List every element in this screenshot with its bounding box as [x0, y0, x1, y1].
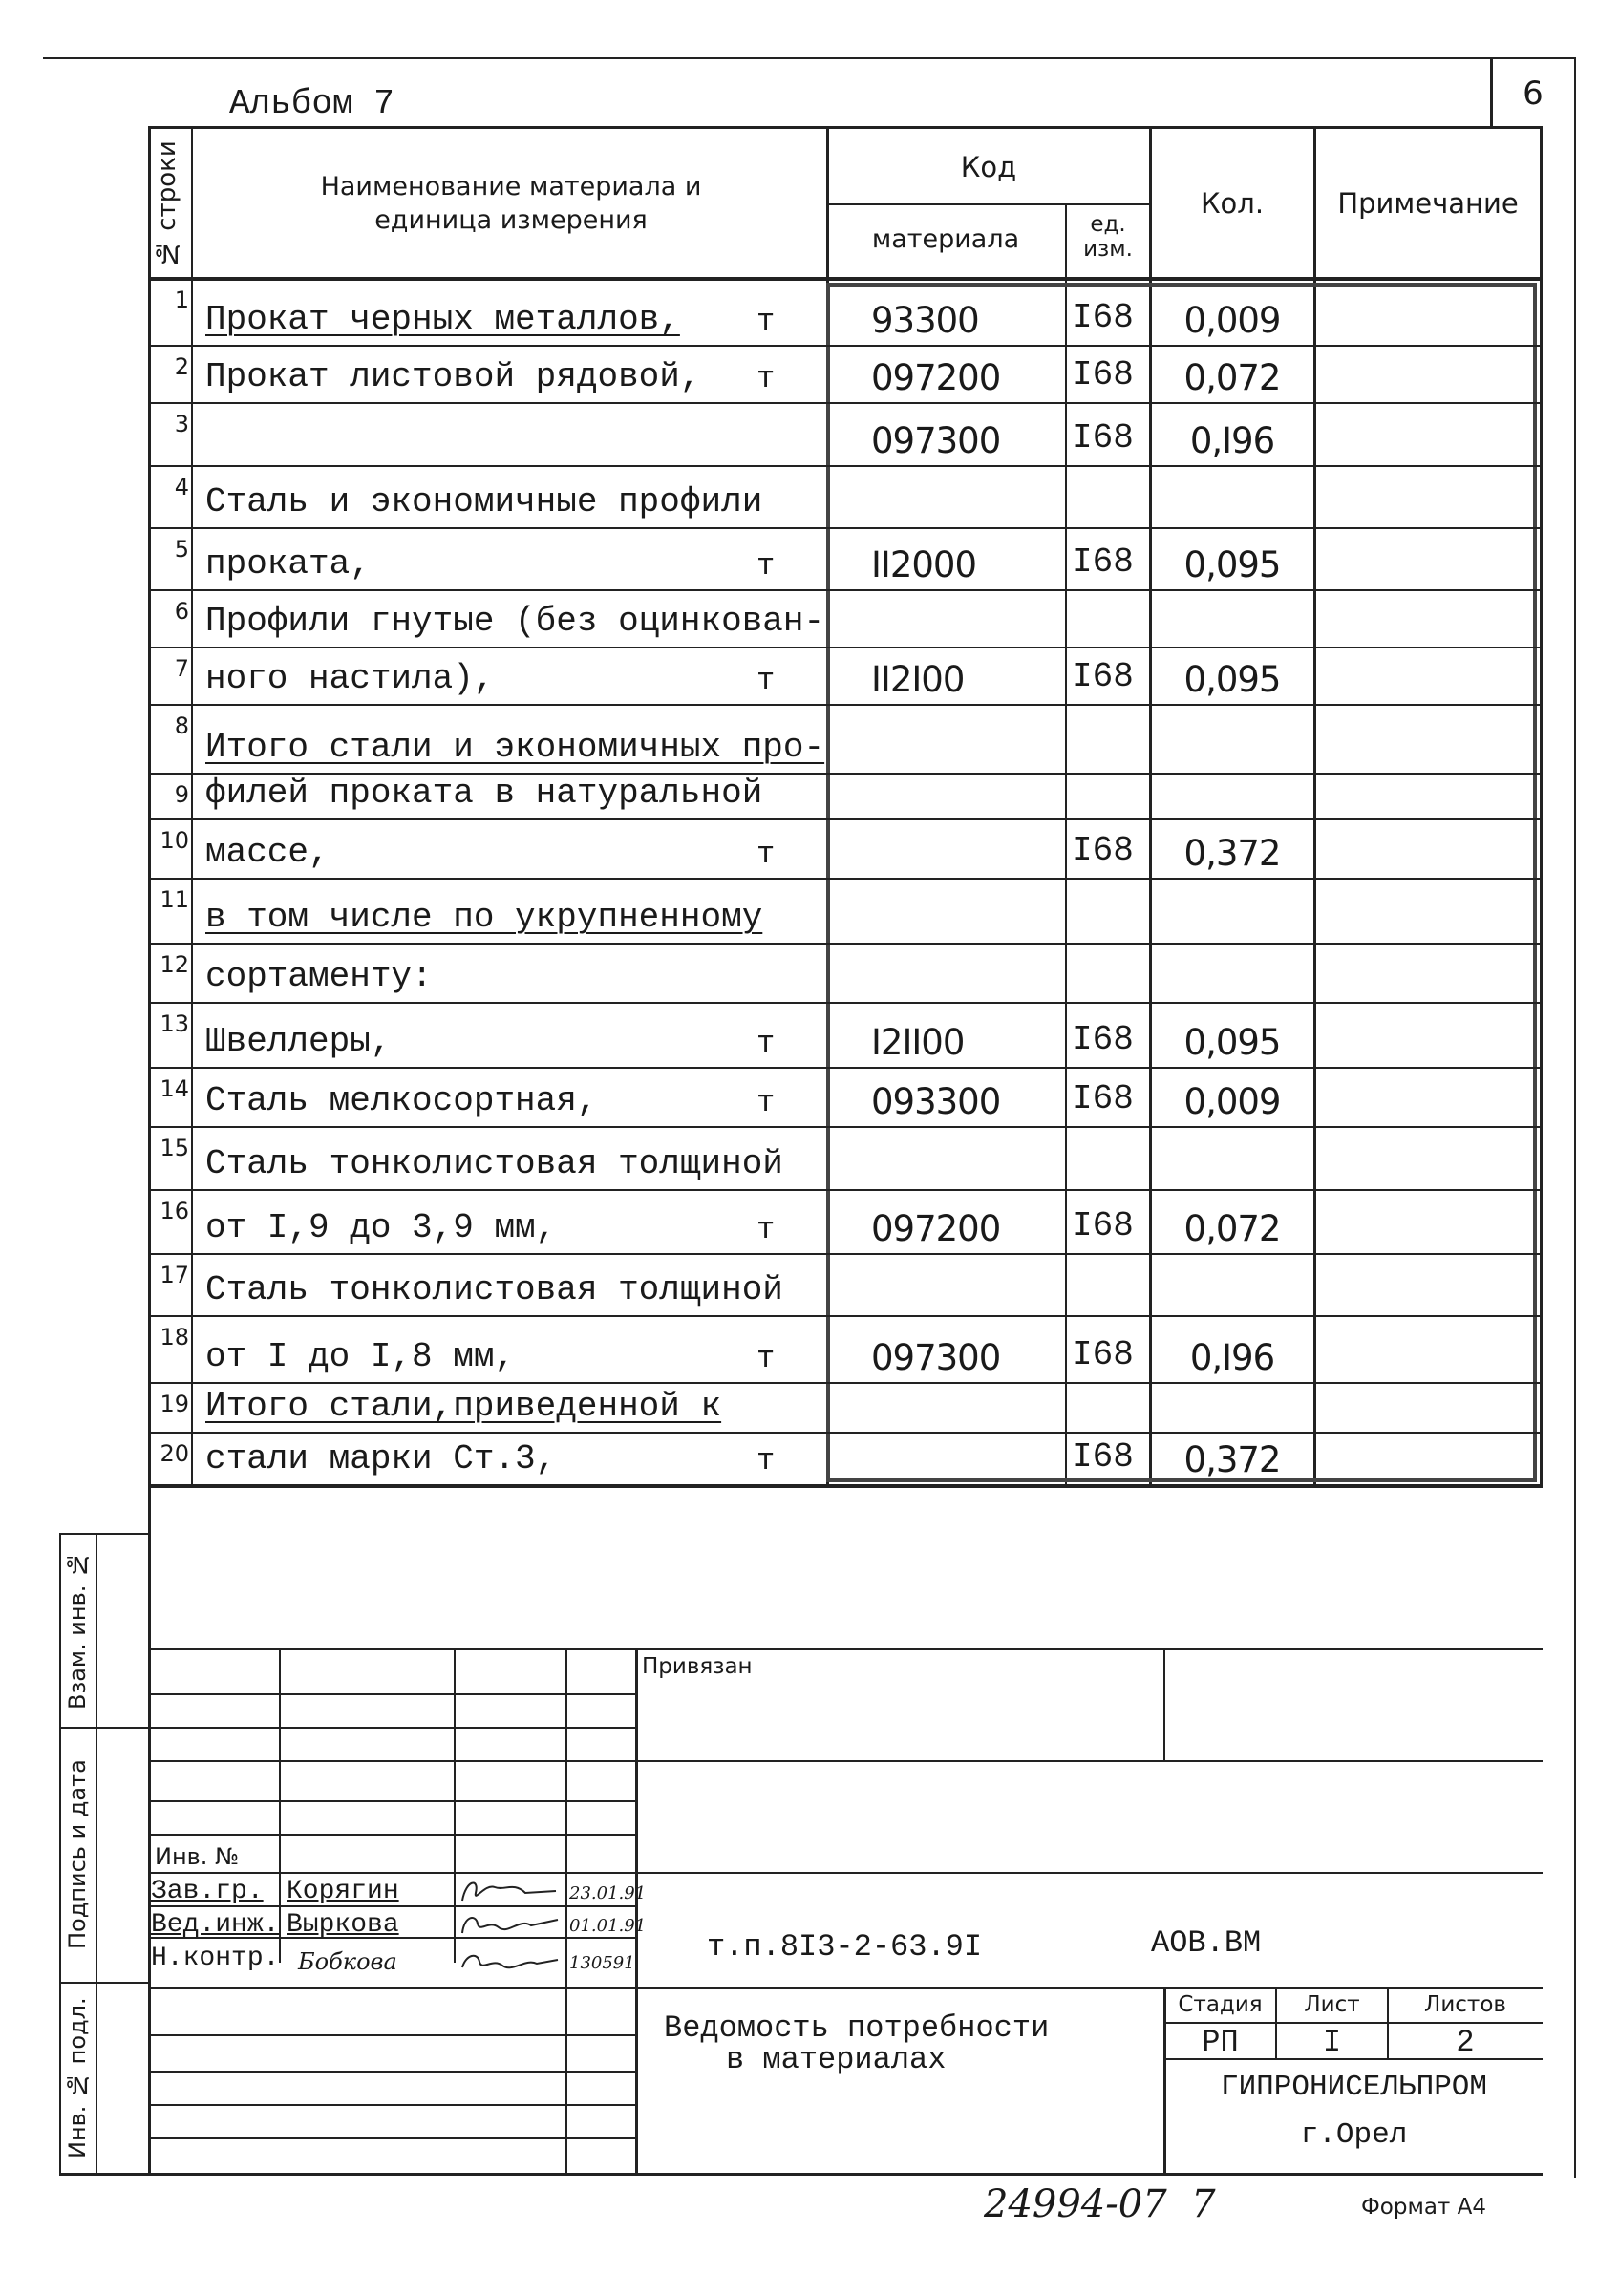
stamp-sheets: 2 — [1456, 2025, 1475, 2060]
row-number: 6 — [174, 598, 189, 625]
stamp-row-l — [148, 2104, 635, 2106]
quantity: 0,I96 — [1189, 420, 1275, 461]
signer-1-name: Корягин — [287, 1877, 399, 1906]
archive-number: 24994-07 7 — [984, 2182, 1216, 2226]
unit-code: I68 — [1072, 298, 1134, 337]
row-divider — [148, 1253, 1543, 1255]
stamp-row-c — [148, 1760, 1543, 1762]
quantity: 0,095 — [1183, 659, 1281, 700]
stamp-col-4 — [635, 1648, 638, 2175]
stamp-sheet-label: Лист — [1304, 1992, 1360, 2017]
quantity: 0,I96 — [1189, 1337, 1275, 1378]
row-number: 12 — [160, 951, 189, 978]
header-name-line1: Наименование материала и — [320, 172, 702, 202]
row-number: 16 — [160, 1198, 189, 1224]
material-name: Сталь тонколистовая толщиной — [205, 1270, 783, 1309]
unit-of-measure: т — [756, 1026, 776, 1061]
material-code: II2I00 — [871, 659, 965, 700]
row-number: 20 — [160, 1440, 189, 1467]
signer-2-role: Вед.инж. — [151, 1910, 280, 1940]
row-number: 11 — [160, 886, 189, 913]
side-top — [59, 1533, 150, 1535]
material-name: от I до I,8 мм, — [205, 1337, 516, 1376]
material-name: Швеллеры, — [205, 1022, 392, 1061]
material-name: Сталь тонколистовая толщиной — [205, 1144, 783, 1183]
unit-of-measure: т — [756, 1341, 776, 1376]
unit-code: I68 — [1072, 542, 1134, 582]
row-divider — [148, 402, 1543, 404]
unit-of-measure: т — [756, 361, 776, 396]
row-number: 9 — [174, 781, 189, 808]
row-divider — [148, 1315, 1543, 1317]
stamp-sheet: I — [1322, 2025, 1342, 2060]
material-name: проката, — [205, 544, 371, 584]
row-divider — [148, 1067, 1543, 1069]
stamp-row-d — [148, 1800, 635, 1802]
unit-of-measure: т — [756, 1085, 776, 1120]
header-qty: Кол. — [1200, 187, 1265, 220]
stamp-org: ГИПРОНИСЕЛЬПРОМ — [1220, 2071, 1488, 2104]
row-divider — [148, 943, 1543, 945]
stamp-privyazan: Привязан — [642, 1654, 753, 1679]
material-name: Итого стали и экономичных про- — [205, 728, 825, 767]
row-number: 2 — [174, 353, 189, 380]
side-column-left — [59, 1533, 61, 2175]
material-name: массе, — [205, 833, 330, 872]
data-inner-frame — [826, 283, 1537, 1482]
row-number: 14 — [160, 1075, 189, 1102]
unit-code: I68 — [1072, 1335, 1134, 1374]
quantity: 0,009 — [1183, 1081, 1281, 1122]
signature-3 — [457, 1945, 562, 1977]
quantity: 0,072 — [1183, 357, 1281, 398]
stamp-doc-code: т.п.8I3-2-63.9I — [707, 1929, 983, 1965]
row-divider — [148, 589, 1543, 591]
material-code: 097300 — [871, 1337, 1001, 1378]
row-number: 1 — [174, 287, 189, 313]
row-number: 19 — [160, 1391, 189, 1417]
unit-code: I68 — [1072, 355, 1134, 394]
quantity: 0,372 — [1183, 833, 1281, 874]
signer-3-name: Бобкова — [298, 1948, 397, 1975]
side-bottom — [59, 2173, 1543, 2176]
material-name: филей проката в натуральной — [205, 774, 763, 813]
row-divider — [148, 1432, 1543, 1434]
row-divider — [148, 818, 1543, 820]
page-number: 6 — [1523, 74, 1544, 113]
stamp-col-privyazan — [1163, 1648, 1165, 1760]
side-div-2 — [59, 1982, 150, 1984]
material-name: Прокат листовой рядовой, — [205, 357, 701, 396]
signature-2 — [457, 1908, 562, 1941]
page-number-divider — [1490, 57, 1493, 126]
material-name: от I,9 до 3,9 мм, — [205, 1208, 557, 1247]
album-title: Альбом 7 — [229, 84, 394, 123]
unit-of-measure: т — [756, 663, 776, 698]
table-right-border — [1540, 126, 1543, 1487]
quantity: 0,095 — [1183, 544, 1281, 585]
stamp-title-line1: Ведомость потребности — [664, 2010, 1050, 2046]
stamp-row-b — [148, 1727, 635, 1729]
material-name: Сталь и экономичные профили — [205, 482, 763, 521]
row-number: 4 — [174, 474, 189, 500]
material-name: Профили гнутые (без оцинкован- — [205, 602, 825, 641]
row-divider — [148, 527, 1543, 529]
stamp-title-line2: в материалах — [726, 2042, 947, 2077]
row-divider — [148, 465, 1543, 467]
material-name: стали марки Ст.3, — [205, 1439, 557, 1478]
unit-code: I68 — [1072, 657, 1134, 696]
quantity: 0,095 — [1183, 1022, 1281, 1063]
format-label: Формат А4 — [1361, 2195, 1486, 2220]
material-code: 097200 — [871, 357, 1001, 398]
unit-of-measure: т — [756, 548, 776, 584]
unit-of-measure: т — [756, 304, 776, 339]
stamp-stage: РП — [1202, 2025, 1239, 2060]
row-number: 15 — [160, 1135, 189, 1161]
material-code: II2000 — [871, 544, 976, 585]
unit-code: I68 — [1072, 1206, 1134, 1245]
signer-2-name: Выркова — [287, 1910, 399, 1940]
row-number: 5 — [174, 536, 189, 563]
row-divider — [148, 1189, 1543, 1191]
side-label-inv-podl: Инв. № подл. — [64, 1997, 91, 2159]
signer-3-role: Н.контр. — [151, 1944, 280, 1973]
header-bottom — [148, 277, 1543, 281]
material-name: Сталь мелкосортная, — [205, 1081, 598, 1120]
stamp-row-e — [148, 1834, 635, 1836]
row-divider — [148, 878, 1543, 880]
row-divider — [148, 1002, 1543, 1004]
side-label-podpis: Подпись и дата — [64, 1759, 91, 1950]
row-divider — [148, 1126, 1543, 1128]
stamp-row-i — [148, 1987, 1543, 1989]
stamp-inv-no: Инв. № — [155, 1843, 240, 1870]
header-divider-rowno — [191, 126, 193, 1487]
row-divider — [148, 1382, 1543, 1384]
header-code: Код — [960, 151, 1017, 183]
row-number: 8 — [174, 712, 189, 739]
header-code-material: материала — [871, 224, 1020, 254]
row-divider — [148, 345, 1543, 347]
top-border — [43, 57, 1576, 59]
signer-1-role: Зав.гр. — [151, 1877, 264, 1906]
material-code: 097300 — [871, 420, 1001, 461]
side-label-vzam: Взам. инв. № — [64, 1551, 91, 1711]
row-number: 18 — [160, 1324, 189, 1350]
header-code-unit-2: изм. — [1083, 237, 1133, 262]
row-number: 3 — [174, 411, 189, 437]
material-code: 93300 — [871, 300, 979, 341]
header-note: Примечание — [1337, 187, 1519, 220]
signer-3-date: 130591 — [569, 1953, 635, 1973]
quantity: 0,372 — [1183, 1439, 1281, 1480]
stamp-mark: АОВ.ВМ — [1151, 1925, 1262, 1961]
unit-of-measure: т — [756, 1443, 776, 1478]
unit-code: I68 — [1072, 418, 1134, 457]
material-code: I2II00 — [871, 1022, 965, 1063]
row-divider — [148, 647, 1543, 648]
row-number: 13 — [160, 1010, 189, 1037]
stamp-stage-label: Стадия — [1178, 1992, 1263, 2017]
material-name: сортаменту: — [205, 957, 433, 996]
material-code: 097200 — [871, 1208, 1001, 1249]
unit-of-measure: т — [756, 837, 776, 872]
unit-code: I68 — [1072, 1079, 1134, 1118]
side-div-1 — [59, 1727, 150, 1729]
right-edge — [1574, 57, 1576, 2178]
header-code-unit-1: ед. — [1090, 212, 1126, 237]
stamp-stage-row1 — [1163, 2022, 1543, 2024]
stamp-row-m — [148, 2137, 635, 2139]
material-code: 093300 — [871, 1081, 1001, 1122]
material-name: ного настила), — [205, 659, 495, 698]
material-name: в том числе по укрупненному — [205, 898, 763, 937]
material-name: Прокат черных металлов, — [205, 300, 680, 339]
stamp-row-k — [148, 2071, 635, 2073]
row-number: 7 — [174, 655, 189, 682]
header-name-line2: единица измерения — [374, 205, 648, 235]
header-code-split — [826, 203, 1151, 205]
signer-2-date: 01.01.91 — [569, 1916, 647, 1936]
unit-of-measure: т — [756, 1212, 776, 1247]
stamp-city: г.Орел — [1300, 2118, 1408, 2152]
unit-code: I68 — [1072, 1020, 1134, 1059]
signature-1 — [457, 1874, 562, 1906]
material-name: Итого стали,приведенной к — [205, 1387, 722, 1426]
quantity: 0,072 — [1183, 1208, 1281, 1249]
table-bottom — [148, 1485, 1543, 1488]
stamp-sheets-label: Листов — [1424, 1992, 1506, 2017]
unit-code: I68 — [1072, 1437, 1134, 1477]
unit-code: I68 — [1072, 831, 1134, 870]
row-number: 10 — [160, 827, 189, 854]
table-top-border — [148, 126, 1543, 129]
stamp-row-j — [148, 2034, 635, 2036]
row-divider — [148, 704, 1543, 706]
signer-1-date: 23.01.91 — [569, 1883, 647, 1903]
stamp-row-a — [148, 1693, 635, 1695]
row-number: 17 — [160, 1262, 189, 1288]
stamp-top — [148, 1648, 1543, 1650]
header-row-number: № строки — [153, 140, 181, 268]
stamp-row-f — [148, 1872, 1543, 1874]
quantity: 0,009 — [1183, 300, 1281, 341]
